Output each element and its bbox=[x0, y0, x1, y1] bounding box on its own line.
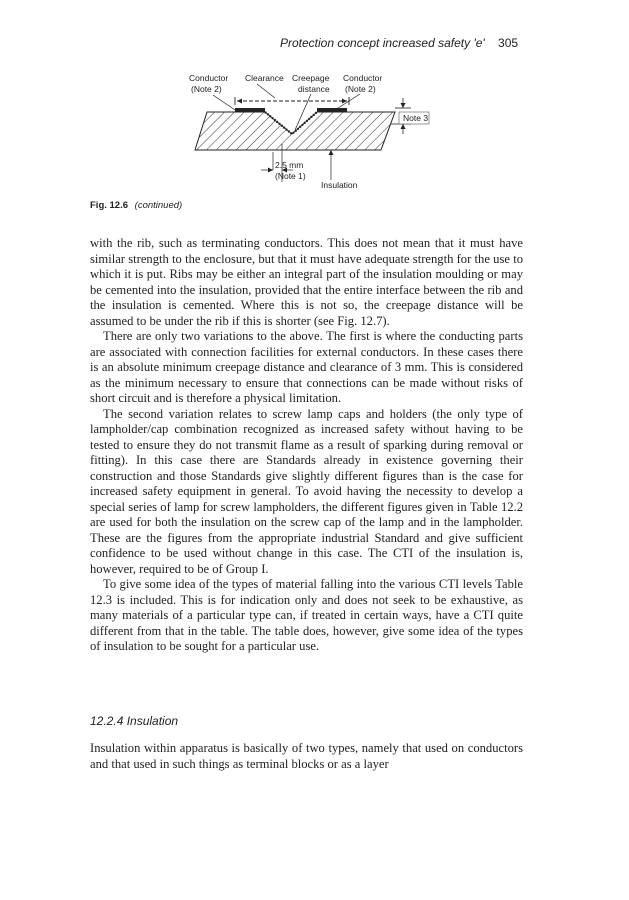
paragraph: with the rib, such as terminating conductors. This does not mean that it must have similar strength to the enclosure, but that it must have adequate strength for the use to which it is put. Ribs may be either an integral part of the insulation moulding or may be cemented into the insulation, provided that the entire interface between the rib and the insulation is cemented. Where this is not so, the creepage distance will be assumed to be under the rib if this is shorter (see Fig. 12.7). bbox=[90, 236, 523, 328]
paragraph: There are only two variations to the above. The first is where the conducting parts are associated with connection facilities for external conductors. In these cases there is an absolute minimum creepage distance and clearance of 3 mm. This is considered as the minimum necessary to ensure that connections can be made without risks of short circuit and is therefore a physical limitation. bbox=[90, 329, 523, 405]
label-note2-left: (Note 2) bbox=[191, 84, 222, 94]
section-heading: 12.2.4 Insulation bbox=[90, 714, 179, 728]
conductor-left bbox=[235, 108, 265, 112]
conductor-right bbox=[317, 108, 347, 112]
running-header bbox=[280, 36, 580, 50]
label-insulation: Insulation bbox=[321, 180, 358, 190]
label-2-5mm: 2.5 mm bbox=[275, 160, 304, 170]
label-note2-right: (Note 2) bbox=[345, 84, 376, 94]
label-distance: distance bbox=[298, 84, 330, 94]
paragraph: To give some idea of the types of material falling into the various CTI levels Table 12.3 is included. This is for indication only and does not seek to be exhaustive, as many materials of a particular type can, if treated in certain ways, have a CTI quite different from that in the table. The table does, however, give some idea of the types of insulation to be sought for a particular use. bbox=[90, 577, 523, 653]
page-number: 305 bbox=[498, 36, 519, 50]
label-clearance: Clearance bbox=[245, 73, 284, 83]
caption-label: Fig. 12.6 bbox=[90, 200, 129, 211]
section-body bbox=[90, 741, 523, 772]
label-conductor-left: Conductor bbox=[189, 73, 229, 83]
paragraph: Insulation within apparatus is basically of two types, namely that used on conductors and that used in such things as terminal blocks or as a layer bbox=[90, 741, 523, 771]
body-text bbox=[90, 236, 523, 655]
label-note1: (Note 1) bbox=[275, 171, 306, 181]
caption-continued: (continued) bbox=[134, 200, 183, 211]
label-conductor-right: Conductor bbox=[343, 73, 383, 83]
figure-caption bbox=[90, 200, 182, 211]
paragraph: The second variation relates to screw lamp caps and holders (the only type of lampholder/cap combination recognized as increased safety without having to be tested to ensure they do not transmit flame as a result of sparking during removal or fitting). In this case there are Standards already in existence governing their construction and those Standards give slightly different figures than is the case for increased safety equipment in general. To avoid having the necessity to develop a special series of lamp for screw lampholders, the different figures given in Table 12.2 are used for both the insulation on the screw cap of the lamp and in the lampholder. These are the figures from the appropriate industrial Standard and give sufficient confidence to be used without change in this case. The CTI of the insulation is, however, required to be of Group I. bbox=[90, 406, 523, 576]
creepage-diagram bbox=[185, 72, 585, 212]
label-creepage: Creepage bbox=[292, 73, 330, 83]
running-title: Protection concept increased safety 'e' bbox=[280, 36, 485, 50]
label-note3: Note 3 bbox=[403, 113, 429, 123]
